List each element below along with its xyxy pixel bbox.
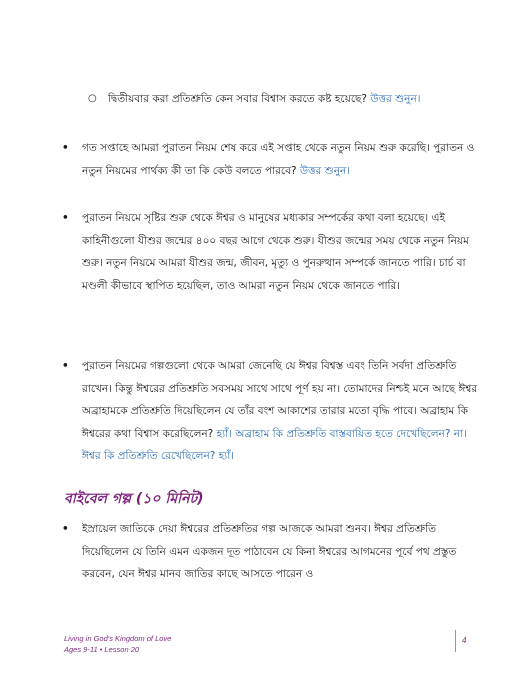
bullet-text: পুরাতন নিয়মে সৃষ্টির শুরু থেকে ঈশ্বর ও মানুষের মধ্যকার সম্পর্কের কথা বলা হয়েছে। এই কাহিনীগুলো যীশুর জন্মের ৪০০ বছর আগে থেকে শুরু। যীশুর জন্মের সময় থেকে নতুন নিয়ম শুরু। নতুন নিয়মে আমরা যীশুর জন্ম, জীবন, মৃত্যু ও পুনরুত্থান সম্পর্কে জানতে পারি। চার্চ বা মণ্ডলী কীভাবে স্থাপিত হয়েছিল, তাও আমরা নতুন নিয়ম থেকে জানতে পারি। [82,212,469,292]
bullet-dot: • [62,142,69,154]
sub-bullet-item [88,88,508,110]
footer-info [64,633,171,655]
bullet-text: ইস্রায়েল জাতিকে দেয়া ঈশ্বরের প্রতিশ্রুতির গল্প আজকে আমরা শুনব। ঈশ্বর প্রতিশ্রুতি দিয়েছিলেন যে তিনি এমন একজন দূত পাঠাবেন যে কিনা ঈশ্বরের আগমনের পূর্বে পথ প্রস্তুত করবেন, যেন ঈশ্বর মানব জাতির কাছে আসতে পারেন ও [82,523,457,580]
story-bullet-item [62,518,482,586]
hollow-circle-bullet: ○ [88,93,97,104]
bullet-item-1 [62,137,482,182]
bullet-text: গত সপ্তাহে আমরা পুরাতন নিয়ম শেষ করে এই সপ্তাহ থেকে নতুন নিয়ম শুরু করেছি। পুরাতন ও নতুন নিয়মের পার্থক্য কী তা কি কেউ বলতে পারবে? [82,142,475,177]
answer-prompt: হ্যাঁ। অব্রাহাম কি প্রতিশ্রুতি বাস্তবায়িত হতে দেখেছিলেন? না। ঈশ্বর কি প্রতিশ্রুতি রেখেছিলেন? হ্যাঁ। [82,427,467,462]
sub-bullet-text: দ্বিতীয়বার করা প্রতিশ্রুতি কেন সবার বিশ্বাস করতে কষ্ট হয়েছে? [108,93,367,105]
footer-divider [455,630,456,652]
answer-prompt: উত্তর শুনুন। [299,164,350,177]
footer-lesson-info: Ages 9-11 • Lesson 20 [64,645,140,654]
bullet-dot: • [62,212,69,224]
bullet-item-2 [62,207,482,297]
bullet-dot: • [62,360,69,372]
bullet-text: পুরাতন নিয়মের গল্পগুলো থেকে আমরা জেনেছি যে ঈশ্বর বিশ্বস্ত এবং তিনি সর্বদা প্রতিশ্রুতি রাখেন। কিন্তু ঈশ্বরের প্রতিশ্রুতি সবসময় সাথে সাথে পূর্ণ হয় না। তোমাদের নিশ্চই মনে আছে ঈশ্বর অব্রাহামকে প্রতিশ্রুতি দিয়েছিলেন যে তাঁর বংশ আকাশের তারার মতো বৃদ্ধি পাবে। অব্রাহাম কি ঈশ্বরের কথা বিশ্বাস করেছিলেন? [82,360,478,440]
answer-prompt: উত্তর শুনুন। [370,93,421,105]
footer-course-title: Living in God's Kingdom of Love [64,634,172,643]
page-number: 4 [462,636,467,645]
bullet-item-3 [62,355,482,468]
section-heading: বাইবেল গল্প (১০ মিনিট) [64,491,204,507]
bullet-dot: • [62,523,69,535]
